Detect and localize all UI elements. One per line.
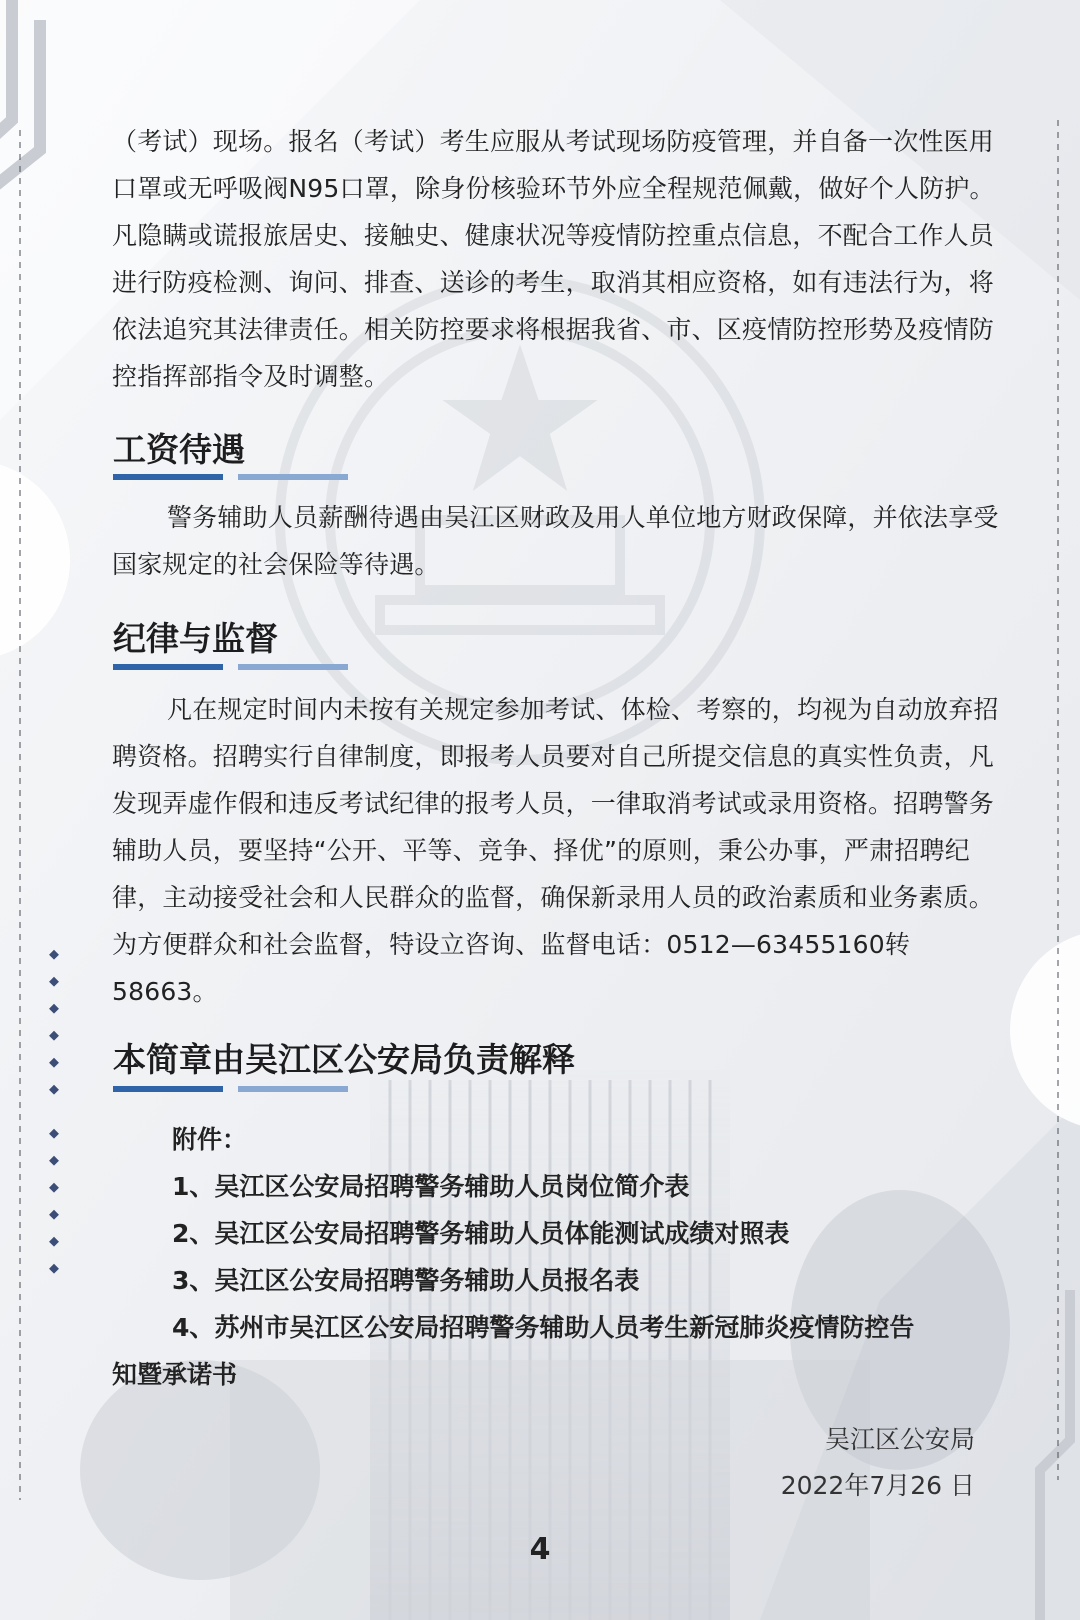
signature-date: 2022年7月26 日 xyxy=(780,1471,975,1500)
epidemic-control-paragraph: （考试）现场。报名（考试）考生应服从考试现场防疫管理，并自备一次性医用口罩或无呼吸阀N95口罩，除身份核验环节外应全程规范佩戴，做好个人防护。凡隐瞒或谎报旅居史、接触史、健康状况等疫情防控重点信息，不配合工作人员进行防疫检测、询问、排查、送诊的考生，取消其相应资格，如有违法行为，将依法追究其法律责任。相关防控要求将根据我省、市、区疫情防控形势及疫情防控指挥部指令及时调整。 xyxy=(112,127,995,391)
heading-underline-dark xyxy=(113,474,223,480)
attachments-list xyxy=(112,1116,1002,1398)
discipline-paragraph: 凡在规定时间内未按有关规定参加考试、体检、考察的，均视为自动放弃招聘资格。招聘实行自律制度，即报考人员要对自己所提交信息的真实性负责，凡发现弄虚作假和违反考试纪律的报考人员，一律取消考试或录用资格。招聘警务辅助人员，要坚持“公开、平等、竞争、择优”的原则，秉公办事，严肃招聘纪律，主动接受社会和人民群众的监督，确保新录用人员的政治素质和业务素质。为方便群众和社会监督，特设立咨询、监督电话：0512—63455160转58663。 xyxy=(112,695,999,1006)
heading-underline-light xyxy=(238,474,348,480)
heading-underline-light xyxy=(238,1086,348,1092)
heading-underline-dark xyxy=(113,1086,223,1092)
attachment-item: 2、吴江区公安局招聘警务辅助人员体能测试成绩对照表 xyxy=(172,1219,790,1248)
attachment-item-continuation: 知暨承诺书 xyxy=(112,1360,238,1389)
salary-paragraph: 警务辅助人员薪酬待遇由吴江区财政及用人单位地方财政保障，并依法享受国家规定的社会保险等待遇。 xyxy=(112,503,999,579)
attachment-item: 1、吴江区公安局招聘警务辅助人员岗位简介表 xyxy=(172,1172,690,1201)
signature-org: 吴江区公安局 xyxy=(824,1425,975,1454)
page-number: 4 xyxy=(529,1532,551,1567)
heading-underline-light xyxy=(238,664,348,670)
salary-heading: 工资待遇 xyxy=(113,430,245,469)
attachment-item: 3、吴江区公安局招聘警务辅助人员报名表 xyxy=(172,1266,640,1295)
heading-underline-dark xyxy=(113,664,223,670)
discipline-heading: 纪律与监督 xyxy=(113,619,278,658)
attachments-label: 附件： xyxy=(172,1125,248,1154)
interpretation-heading: 本简章由吴江区公安局负责解释 xyxy=(113,1040,575,1079)
attachment-item: 4、苏州市吴江区公安局招聘警务辅助人员考生新冠肺炎疫情防控告 xyxy=(172,1313,915,1342)
